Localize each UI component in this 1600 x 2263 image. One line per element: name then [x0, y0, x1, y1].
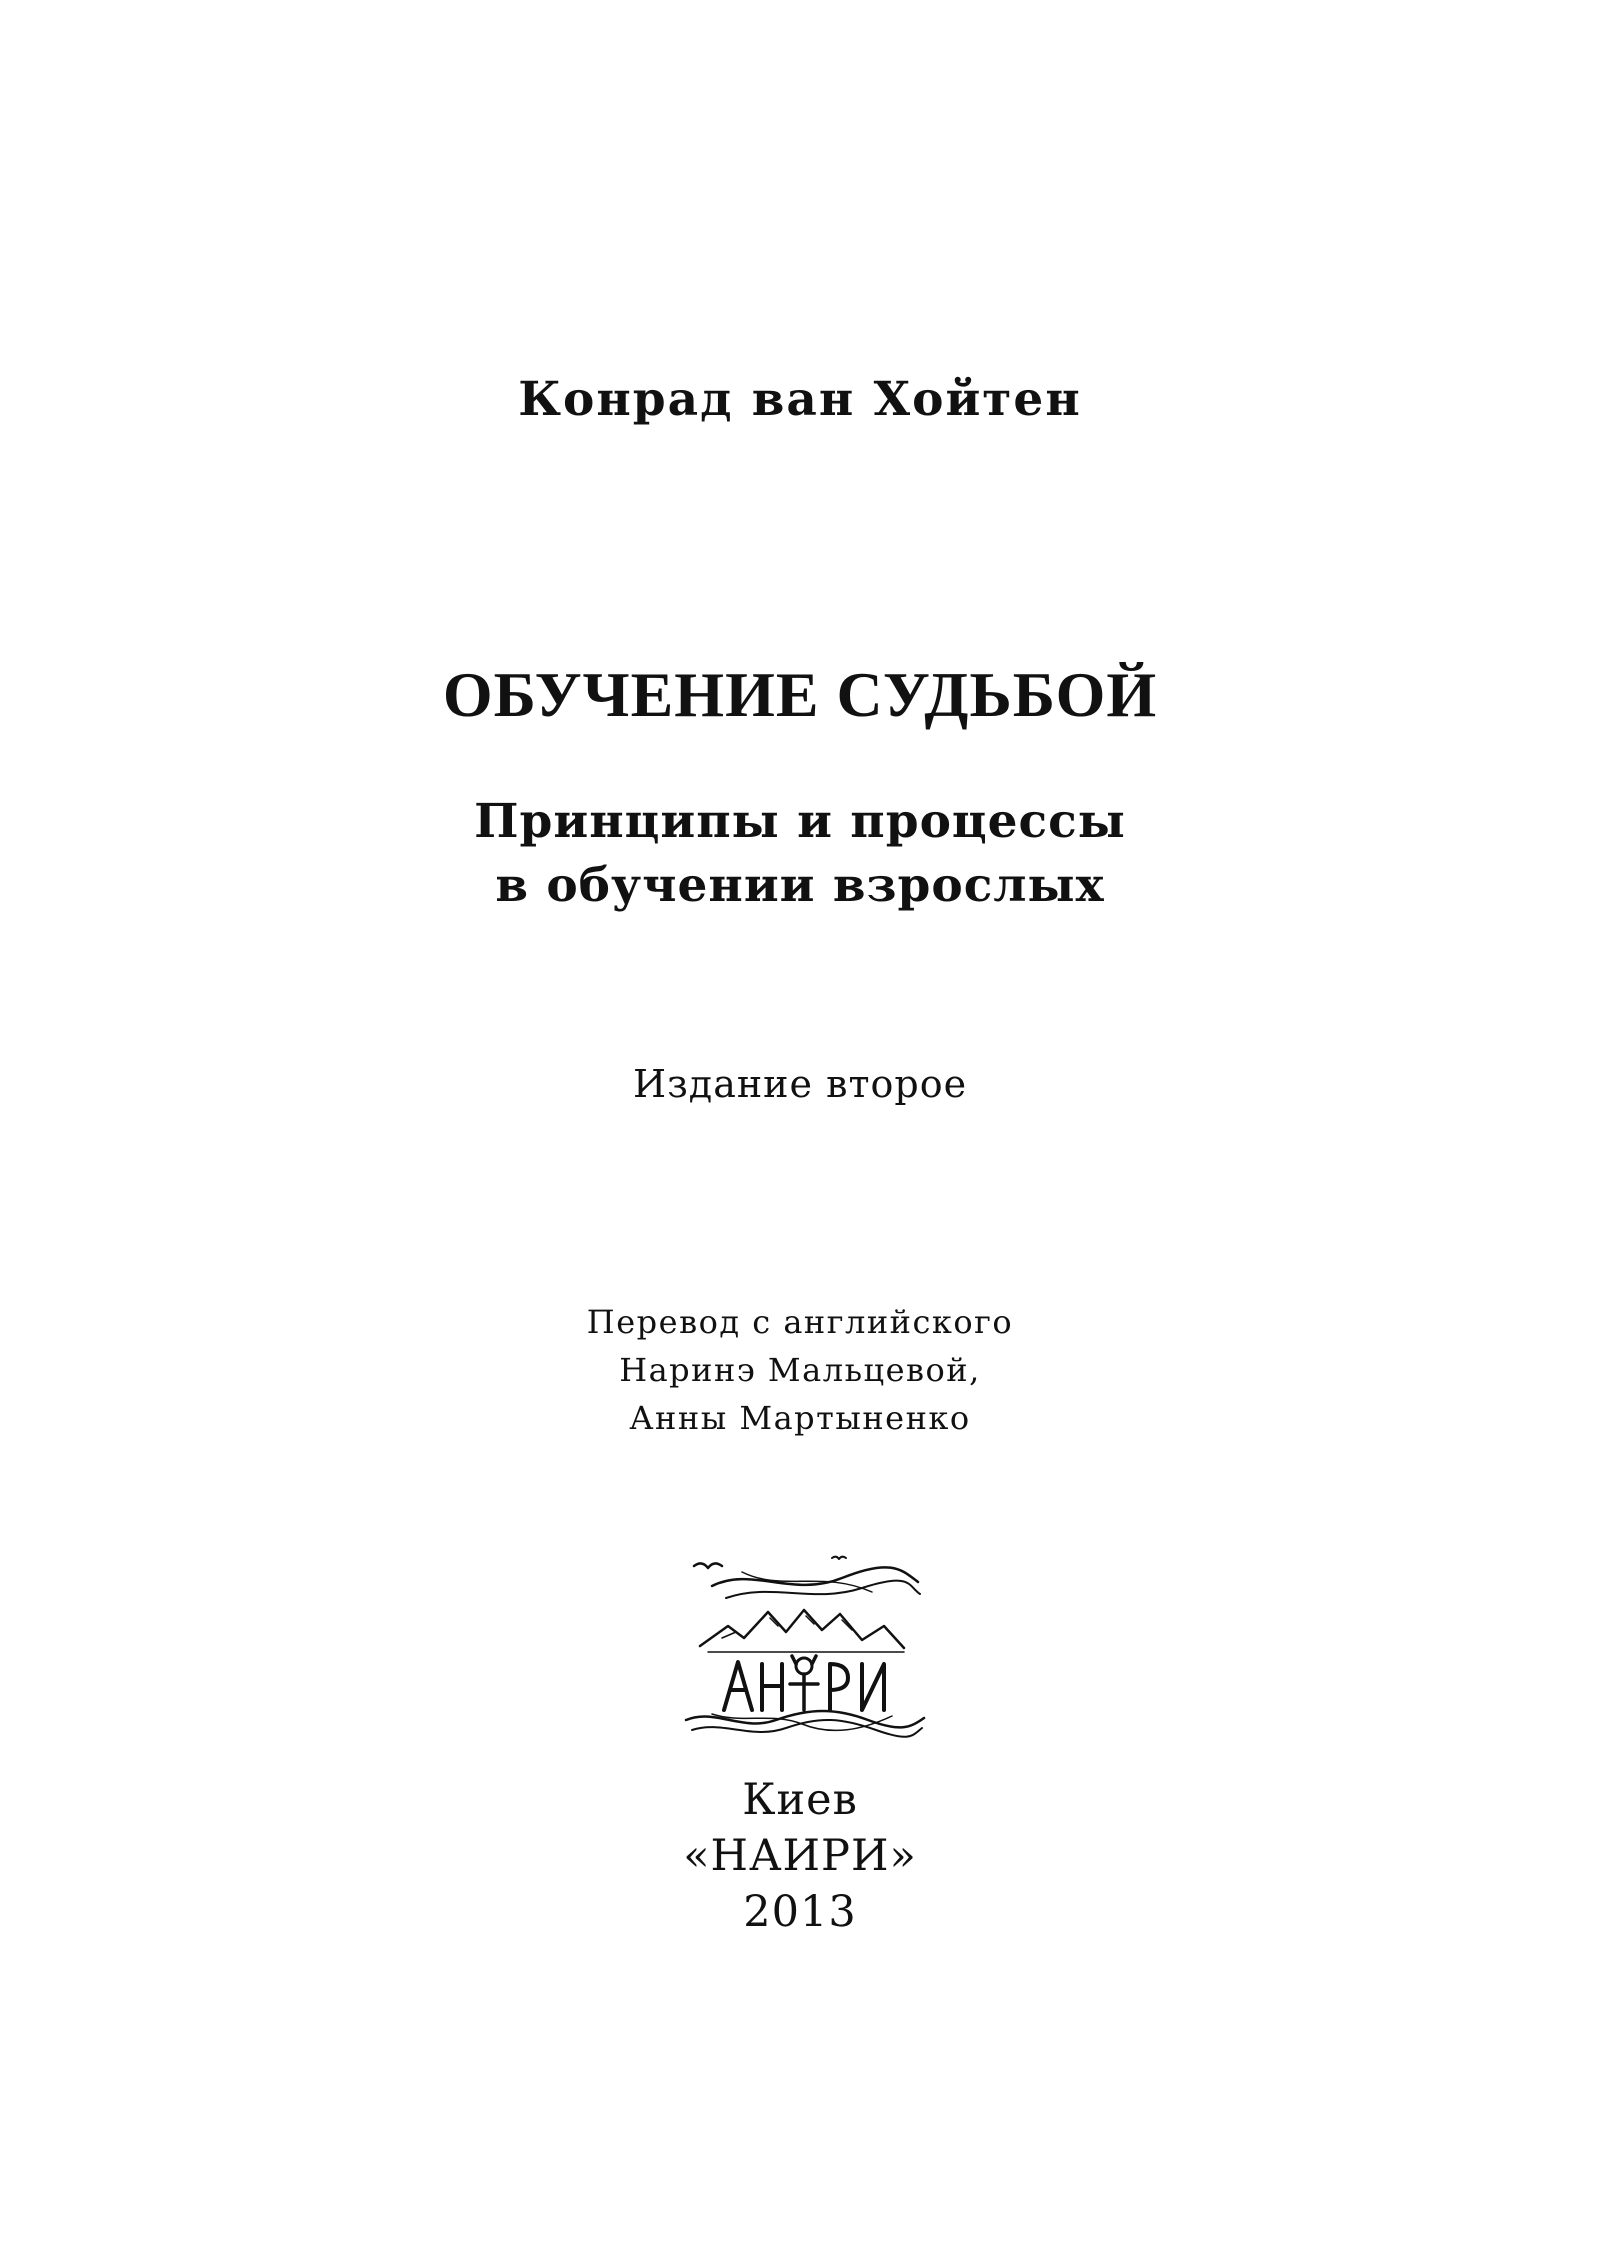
- translator-2: Анны Мартыненко: [629, 1399, 971, 1437]
- translation-line-1: Перевод с английского: [586, 1303, 1014, 1341]
- imprint: [0, 1772, 1600, 1940]
- subtitle-line-2: в обучении взрослых: [495, 858, 1105, 913]
- publisher-logo-icon: [672, 1552, 932, 1738]
- subtitle-line-1: Принципы и процессы: [474, 794, 1126, 849]
- edition-note: Издание второе: [632, 1062, 968, 1106]
- translation-credits: [0, 1298, 1600, 1442]
- imprint-year: 2013: [743, 1887, 857, 1937]
- imprint-publisher: «НАИРИ»: [683, 1831, 917, 1881]
- translator-1: Наринэ Мальцевой,: [619, 1351, 981, 1389]
- book-subtitle: [0, 790, 1600, 918]
- imprint-city: Киев: [742, 1775, 858, 1825]
- author-name: Конрад ван Хойтен: [518, 372, 1082, 427]
- book-title: ОБУЧЕНИЕ СУДЬБОЙ: [442, 659, 1158, 730]
